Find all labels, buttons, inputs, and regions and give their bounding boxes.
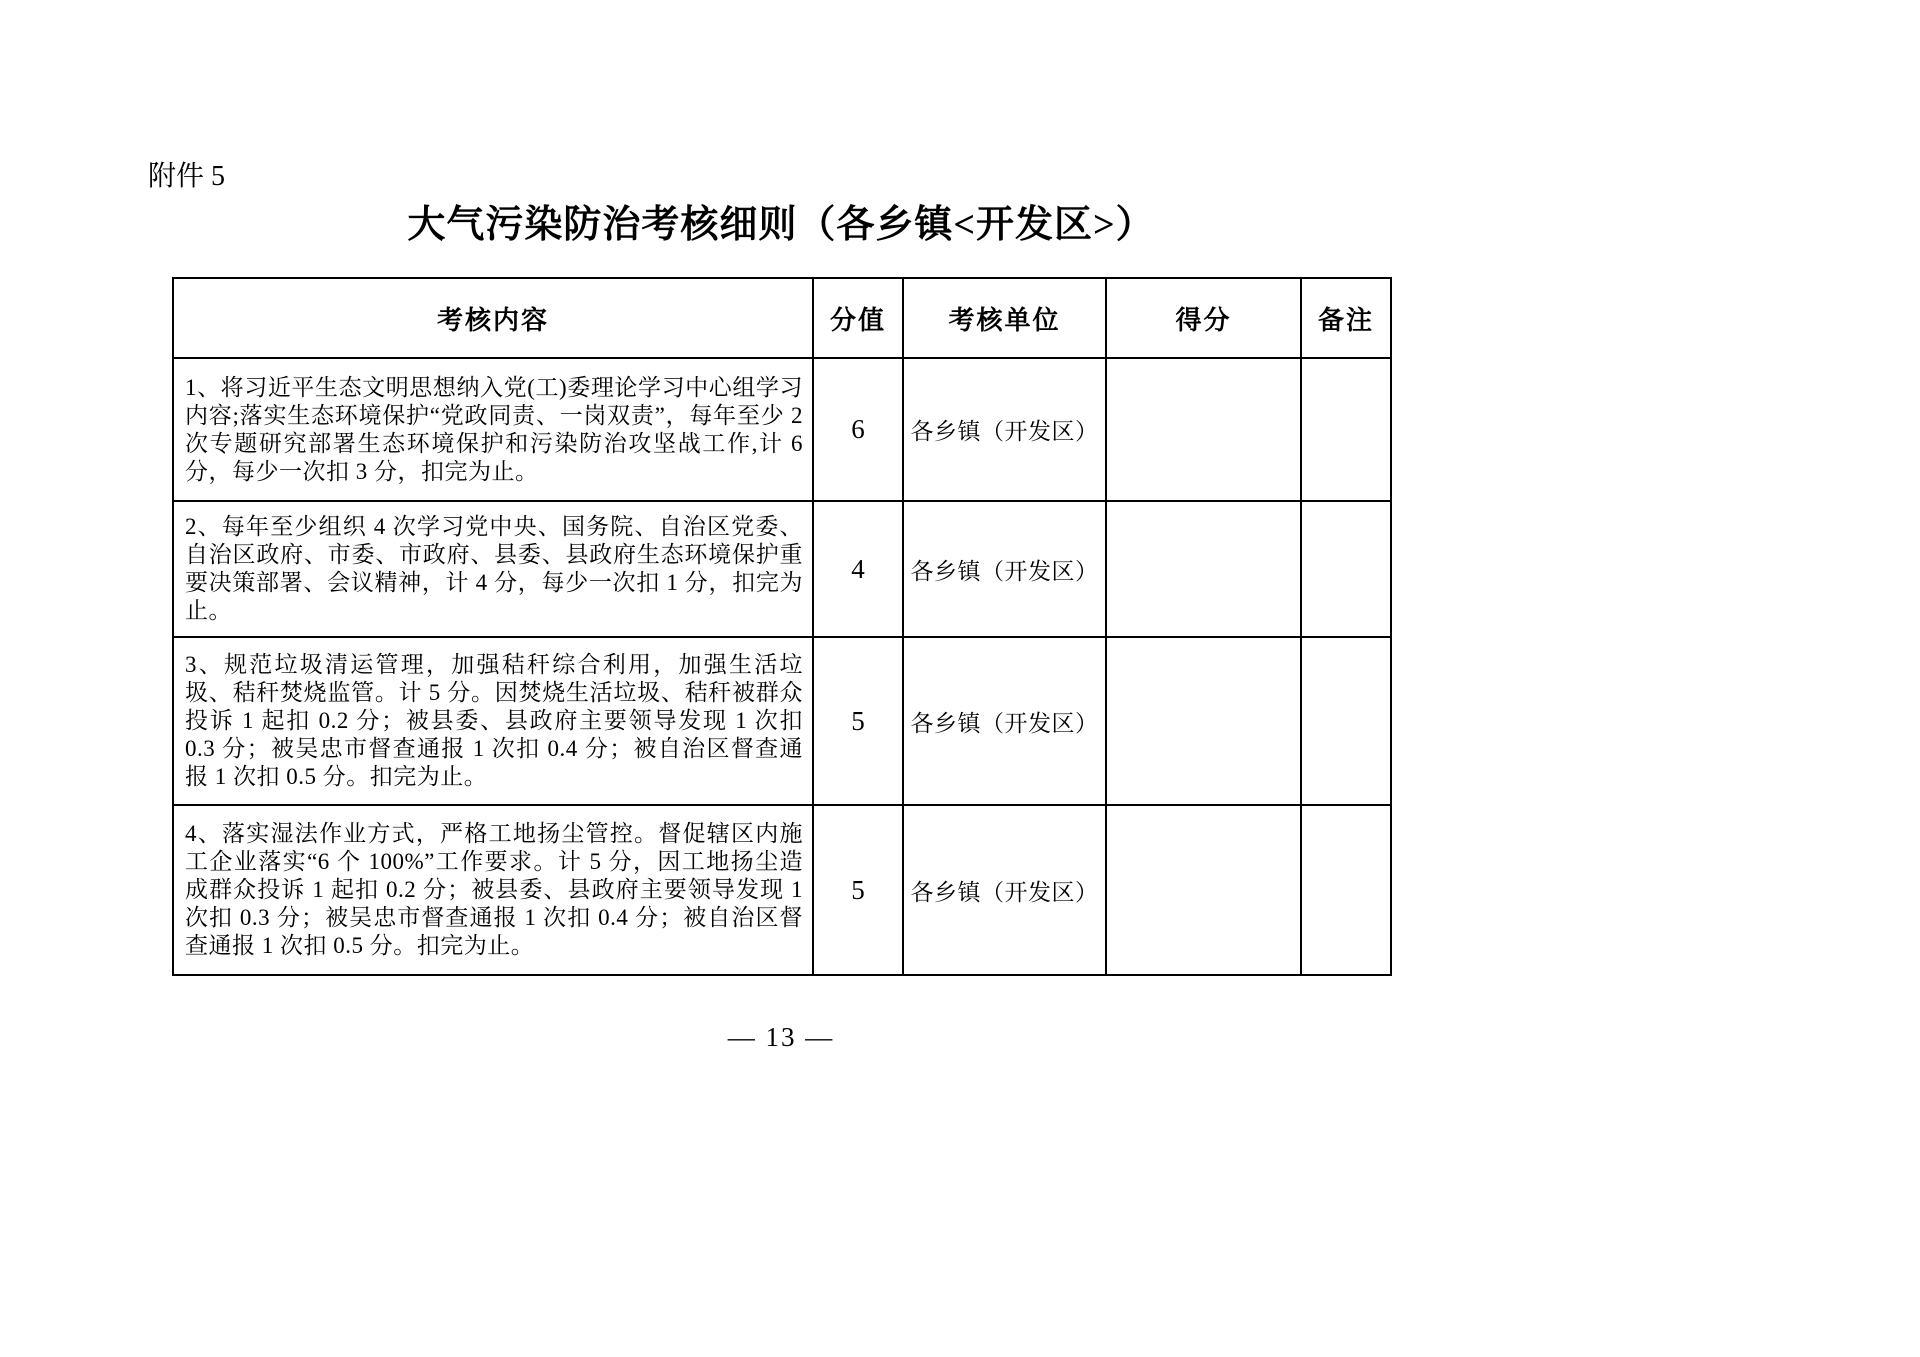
cell-content: 1、将习近平生态文明思想纳入党(工)委理论学习中心组学习内容;落实生态环境保护“党政同责、一岗双责”，每年至少 2 次专题研究部署生态环境保护和污染防治攻坚战工作,计 6 分，每少一次扣 3 分，扣完为止。 bbox=[173, 358, 813, 501]
header-unit: 考核单位 bbox=[903, 278, 1106, 358]
header-content: 考核内容 bbox=[173, 278, 813, 358]
assessment-table bbox=[172, 277, 1392, 976]
cell-remark bbox=[1301, 637, 1391, 805]
page-number: — 13 — bbox=[727, 1022, 835, 1052]
cell-score-value: 5 bbox=[813, 637, 903, 805]
table-row bbox=[173, 637, 1391, 805]
cell-unit: 各乡镇（开发区） bbox=[903, 805, 1106, 975]
cell-score bbox=[1106, 501, 1301, 637]
cell-unit: 各乡镇（开发区） bbox=[903, 358, 1106, 501]
document-title: 大气污染防治考核细则（各乡镇<开发区>） bbox=[407, 204, 1155, 246]
cell-remark bbox=[1301, 501, 1391, 637]
cell-score bbox=[1106, 358, 1301, 501]
header-remark: 备注 bbox=[1301, 278, 1391, 358]
cell-content: 4、落实湿法作业方式，严格工地扬尘管控。督促辖区内施工企业落实“6 个 100%”工作要求。计 5 分，因工地扬尘造成群众投诉 1 起扣 0.2 分；被县委、县政府主要领导发现 1 次扣 0.3 分；被吴忠市督查通报 1 次扣 0.4 分；被自治区督查通报 1 次扣 0.5 分。扣完为止。 bbox=[173, 805, 813, 975]
cell-score bbox=[1106, 637, 1301, 805]
header-score-value: 分值 bbox=[813, 278, 903, 358]
cell-score-value: 4 bbox=[813, 501, 903, 637]
header-score: 得分 bbox=[1106, 278, 1301, 358]
table-row bbox=[173, 805, 1391, 975]
cell-remark bbox=[1301, 805, 1391, 975]
cell-unit: 各乡镇（开发区） bbox=[903, 637, 1106, 805]
cell-content: 3、规范垃圾清运管理，加强秸秆综合利用，加强生活垃圾、秸秆焚烧监管。计 5 分。因焚烧生活垃圾、秸秆被群众投诉 1 起扣 0.2 分；被县委、县政府主要领导发现 1 次扣 0.3 分；被吴忠市督查通报 1 次扣 0.4 分；被自治区督查通报 1 次扣 0.5 分。扣完为止。 bbox=[173, 637, 813, 805]
cell-unit: 各乡镇（开发区） bbox=[903, 501, 1106, 637]
table-row bbox=[173, 501, 1391, 637]
cell-remark bbox=[1301, 358, 1391, 501]
cell-score-value: 5 bbox=[813, 805, 903, 975]
table-row bbox=[173, 358, 1391, 501]
table-header-row bbox=[173, 278, 1391, 358]
cell-score bbox=[1106, 805, 1301, 975]
attachment-label: 附件 5 bbox=[148, 161, 226, 192]
cell-content: 2、每年至少组织 4 次学习党中央、国务院、自治区党委、自治区政府、市委、市政府、县委、县政府生态环境保护重要决策部署、会议精神，计 4 分，每少一次扣 1 分，扣完为止。 bbox=[173, 501, 813, 637]
cell-score-value: 6 bbox=[813, 358, 903, 501]
